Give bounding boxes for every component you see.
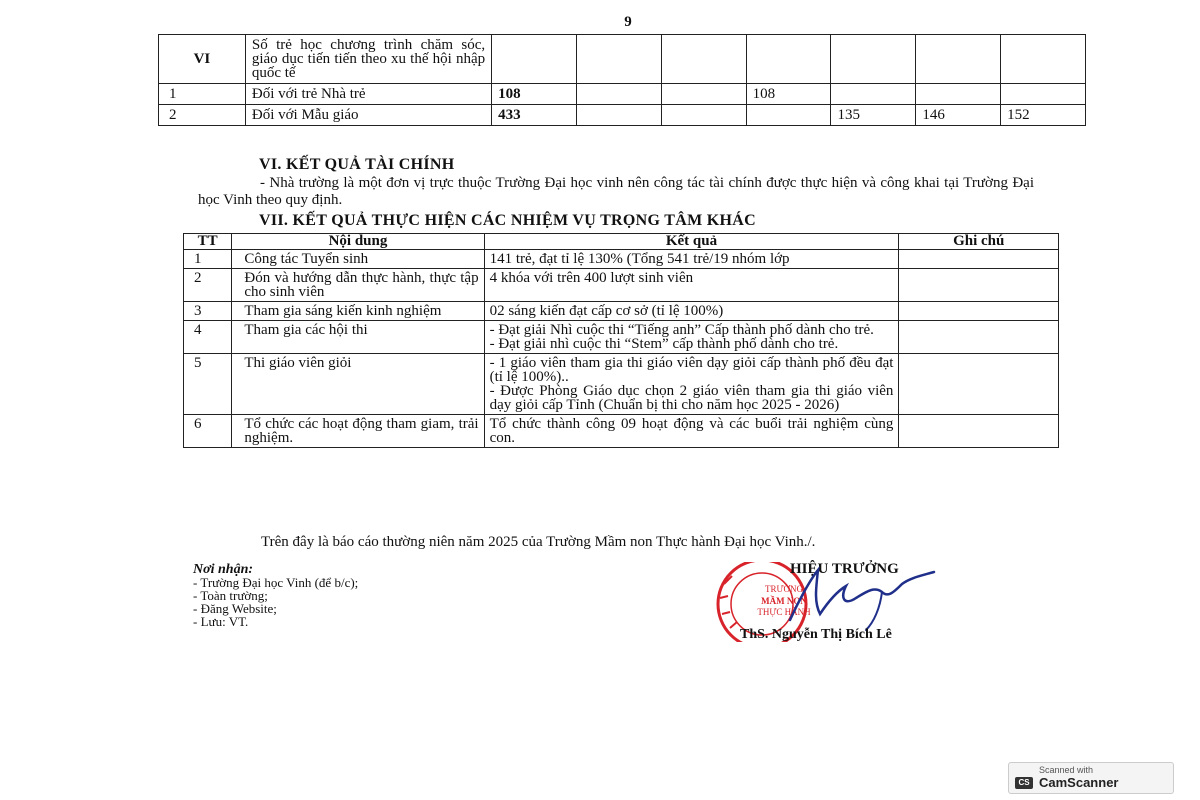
cell-c5 [831,35,916,84]
stamp-text: THỰC HÀNH [757,607,811,617]
row-result [484,302,899,321]
cell-c4 [746,105,831,126]
result-line: - Đạt giải nhì cuộc thi “Stem” cấp thành phố dành cho trẻ. [489,336,839,352]
result-line: 4 khóa với trên 400 lượt sinh viên [489,270,694,286]
row-note [899,302,1059,321]
camscanner-caption: Scanned with [1039,765,1094,775]
row-content: Công tác Tuyển sinh [232,250,484,269]
handwritten-signature [770,562,970,632]
cell-c1: 108 [492,84,577,105]
cell-c4: 108 [746,84,831,105]
row-content: Tổ chức các hoạt động tham giam, trải nghiệm. [232,415,484,448]
recipients-heading: Nơi nhận: [193,562,254,577]
row-number: 1 [184,250,232,269]
cell-c3 [661,105,746,126]
stamp-text: MẦM NON [761,596,807,606]
row-note [899,354,1059,415]
table-row [184,415,1059,448]
cell-c5 [831,84,916,105]
row-content: Đón và hướng dẫn thực hành, thực tập cho sinh viên [232,269,484,302]
signature-title: HIỆU TRƯỞNG [790,561,899,577]
section-6-heading: VI. KẾT QUẢ TÀI CHÍNH [259,156,455,173]
cell-c7 [1001,35,1086,84]
cell-c7: 152 [1001,105,1086,126]
table-row [159,35,1086,84]
result-line: - Đạt giải Nhì cuộc thi “Tiếng anh” Cấp thành phố dành cho trẻ. [489,322,874,338]
section-6-text: - Nhà trường là một đơn vị trực thuộc Trường Đại học vinh nên công tác tài chính được thực hiện và công khai tại Trường Đại học Vinh theo quy định. [198,175,1034,208]
row-number: 6 [184,415,232,448]
closing-text: Trên đây là báo cáo thường niên năm 2025 của Trường Mầm non Thực hành Đại học Vinh./. [261,534,816,550]
stamp-text: TRƯỜNG [765,584,803,594]
row-number: 2 [184,269,232,302]
recipient-item: - Trường Đại học Vinh (để b/c); [193,575,359,590]
table-header-row [184,234,1059,250]
cell-c3 [661,84,746,105]
cell-c3 [661,35,746,84]
row-content: Đối với trẻ Nhà trẻ [245,84,491,105]
recipient-item: - Toàn trường; [193,588,268,603]
row-result [484,415,899,448]
camscanner-badge [1008,762,1174,794]
row-content: Tham gia sáng kiến kinh nghiệm [232,302,484,321]
recipient-item: - Lưu: VT. [193,614,249,629]
row-content: Đối với Mẫu giáo [245,105,491,126]
result-line: - Được Phòng Giáo dục chọn 2 giáo viên tham gia thi giáo viên dạy giỏi cấp Tỉnh (Chuẩn bị thi cho năm học 2025 - 2026) [489,383,894,413]
cell-c1: 433 [492,105,577,126]
cell-c6 [916,84,1001,105]
row-number: 3 [184,302,232,321]
camscanner-logo-icon: CS [1015,777,1033,789]
row-number: VI [159,35,246,84]
table-row [184,302,1059,321]
row-result [484,321,899,354]
row-result [484,269,899,302]
cell-c6 [916,35,1001,84]
cell-c5: 135 [831,105,916,126]
signer-name: ThS. Nguyễn Thị Bích Lê [740,627,892,642]
header-result: Kết quả [484,234,899,250]
camscanner-name: CamScanner [1039,775,1119,790]
page-number: 9 [624,14,632,30]
row-note [899,269,1059,302]
header-note: Ghi chú [899,234,1059,250]
cell-c6: 146 [916,105,1001,126]
row-result [484,250,899,269]
result-line: Tổ chức thành công 09 hoạt động và các buổi trải nghiệm cùng con. [489,416,894,446]
header-content: Nội dung [232,234,484,250]
students-table [158,34,1086,126]
table-row [159,105,1086,126]
row-note [899,321,1059,354]
table-row [184,354,1059,415]
row-number: 4 [184,321,232,354]
table-row [184,250,1059,269]
cell-c7 [1001,84,1086,105]
table-row [159,84,1086,105]
cell-c2 [577,35,662,84]
row-note [899,415,1059,448]
row-number: 1 [159,84,246,105]
recipients [193,563,358,628]
result-line: 141 trẻ, đạt tỉ lệ 130% (Tổng 541 trẻ/19 nhóm lớp [489,251,790,267]
cell-c1 [492,35,577,84]
row-number: 5 [184,354,232,415]
cell-c4 [746,35,831,84]
section-7-heading: VII. KẾT QUẢ THỰC HIỆN CÁC NHIỆM VỤ TRỌNG TÂM KHÁC [259,212,756,229]
row-content: Tham gia các hội thi [232,321,484,354]
cell-c2 [577,105,662,126]
tasks-table [183,233,1059,448]
table-row [184,321,1059,354]
result-line: 02 sáng kiến đạt cấp cơ sở (tỉ lệ 100%) [489,303,724,319]
row-content: Thi giáo viên giỏi [232,354,484,415]
cell-c2 [577,84,662,105]
row-note [899,250,1059,269]
row-result [484,354,899,415]
header-tt: TT [184,234,232,250]
result-line: - 1 giáo viên tham gia thi giáo viên dạy giỏi cấp thành phố đều đạt (tỉ lệ 100%).. [489,355,894,385]
recipient-item: - Đăng Website; [193,601,277,616]
table-row [184,269,1059,302]
row-content: Số trẻ học chương trình chăm sóc, giáo dục tiến tiến theo xu thế hội nhập quốc tế [245,35,491,84]
row-number: 2 [159,105,246,126]
